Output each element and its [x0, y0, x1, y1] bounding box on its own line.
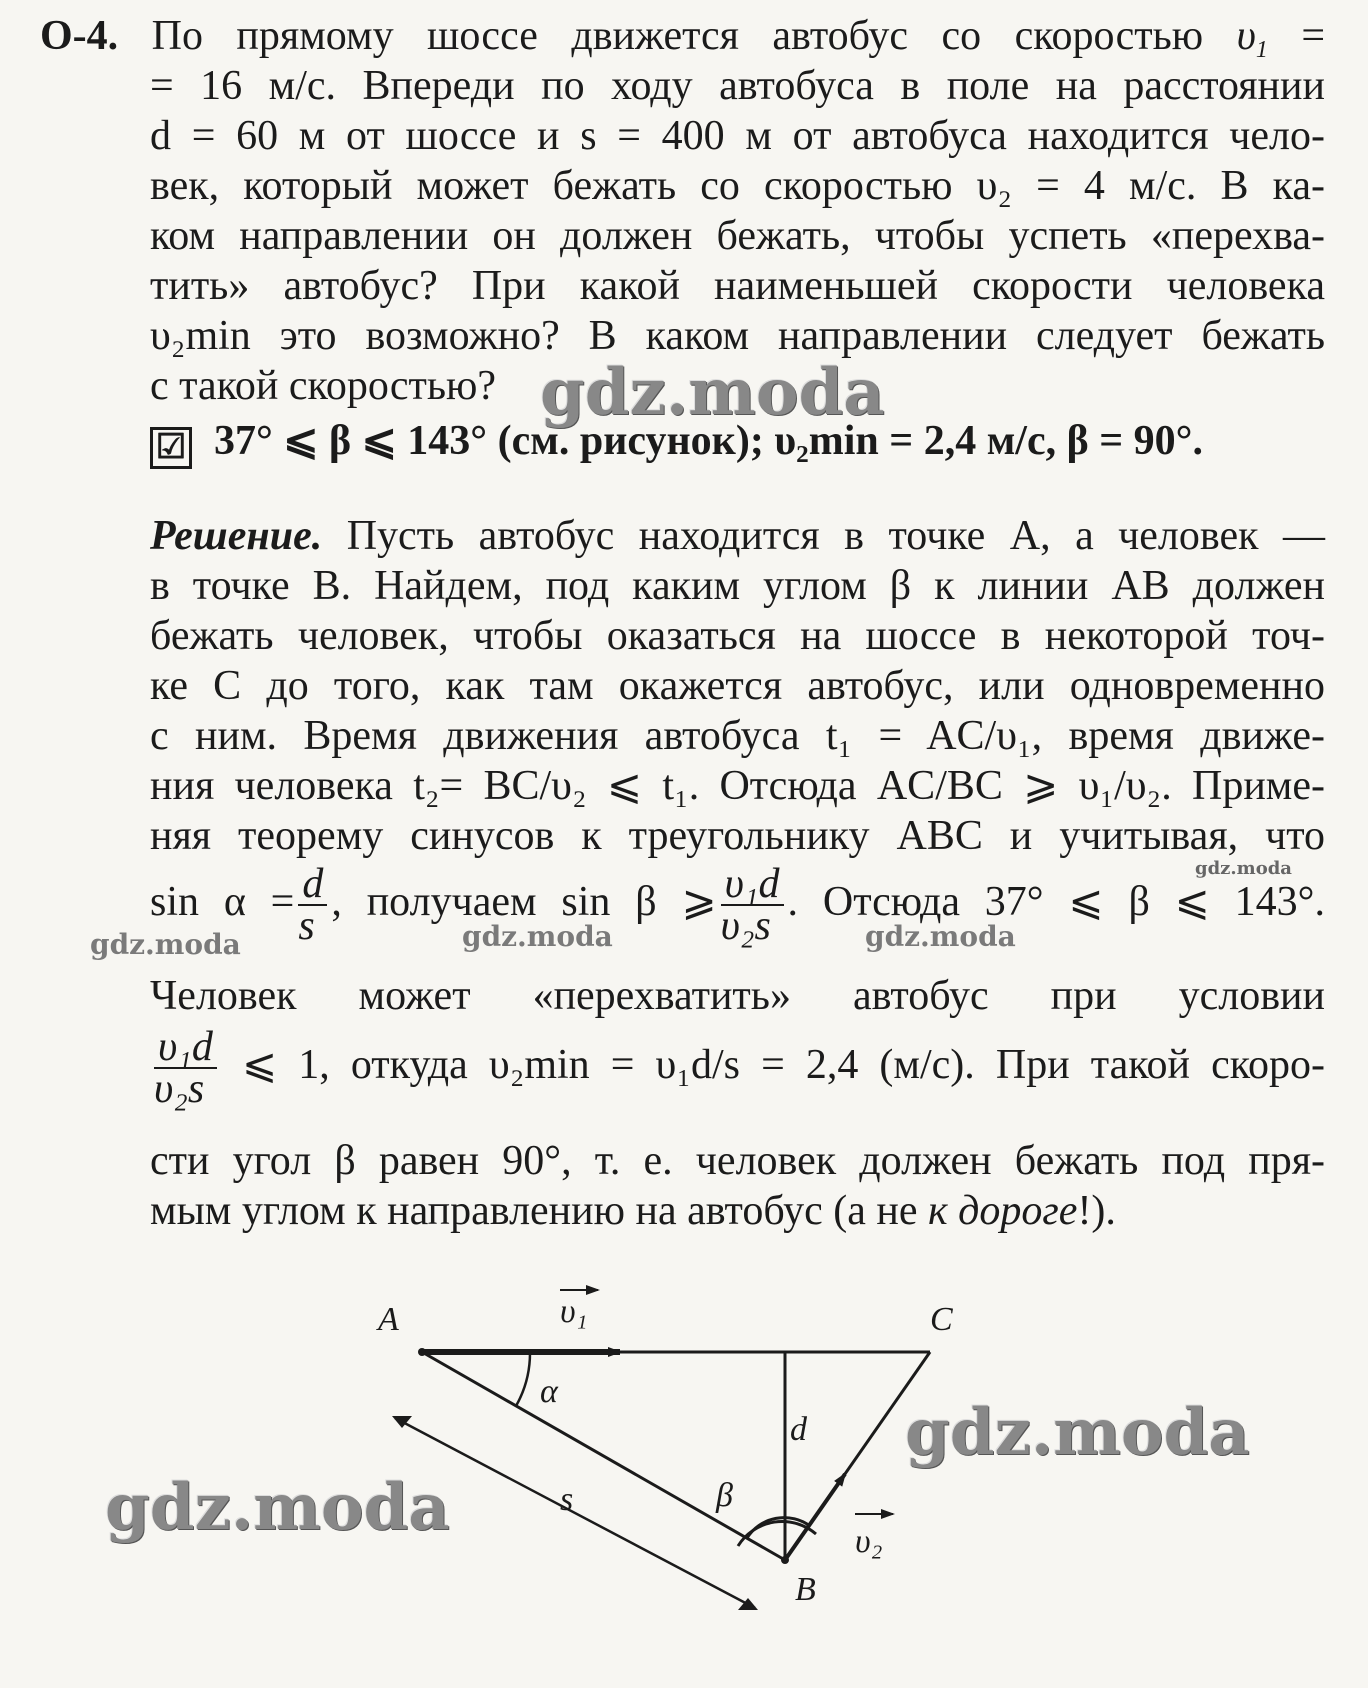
watermark: gdz.moda: [540, 355, 885, 430]
problem-line-1: О-4. По прямому шоссе движется автобус со скоростью $\upsilon_1$ =: [40, 13, 1326, 63]
solution-line-2: в точке B. Найдем, под каким углом β к линии AB должен: [150, 563, 1325, 609]
v1-symbol: $\upsilon_1$: [1236, 13, 1268, 63]
watermark: gdz.moda: [90, 928, 241, 961]
label-beta: β: [716, 1477, 733, 1514]
label-alpha: α: [540, 1373, 558, 1410]
point-b: [781, 1556, 789, 1564]
problem-line-6: тить» автобус? При какой наименьшей скорости человека: [150, 263, 1325, 309]
solution-line-11: сти угол β равен 90°, т. е. человек должен бежать под пря-: [150, 1138, 1325, 1184]
solution-line-8: sin α = $\frac{d}{s}$ , получаем sin β ⩾ $\frac{\text{υ₁d}}{\text{υ₂s}}$ . Отсюда 37° ⩽ β ⩽ 143°.: [150, 861, 1325, 950]
problem-label: О-4.: [40, 13, 119, 59]
label-b: B: [795, 1571, 816, 1608]
fraction-d-over-s: $\frac{d}{s}$: [298, 864, 327, 946]
label-a: A: [378, 1301, 399, 1338]
watermark: gdz.moda: [865, 920, 1016, 953]
solution-line-1: Решение. Пусть автобус находится в точке A, а человек —: [150, 513, 1325, 559]
solution-line-5: с ним. Время движения автобуса t₁ = AC/υ₁, время движе-: [150, 713, 1325, 759]
alpha-arc: [516, 1352, 530, 1406]
fraction-v1d-over-v2s: $\frac{\text{υ₁d}}{\text{υ₂s}}$: [721, 864, 784, 946]
label-d: d: [790, 1411, 807, 1448]
solution-line-3: бежать человек, чтобы оказаться на шоссе в некоторой точ-: [150, 613, 1325, 659]
solution-line-12: мым углом к направлению на автобус (а не к дороге!).: [150, 1188, 1116, 1234]
label-v2: υ₂: [855, 1523, 883, 1560]
problem-line-4: век, который может бежать со скоростью υ₂ = 4 м/с. В ка-: [150, 163, 1325, 209]
watermark: gdz.moda: [1195, 858, 1292, 879]
watermark: gdz.moda: [905, 1395, 1250, 1470]
problem-line-5: ком направлении он должен бежать, чтобы успеть «перехва-: [150, 213, 1325, 259]
label-v1: υ₁: [560, 1293, 588, 1330]
watermark: gdz.moda: [105, 1470, 450, 1545]
solution-line-10: $\frac{\text{υ₁d}}{\text{υ₂s}}$ ⩽ 1, откуда υ₂min = υ₁d/s = 2,4 (м/с). При такой скоро-: [154, 1024, 1325, 1113]
solution-label: Решение.: [150, 513, 323, 559]
solution-line-4: ке C до того, как там окажется автобус, или одновременно: [150, 663, 1325, 709]
problem-text-1: По прямому шоссе движется автобус со скоростью: [151, 13, 1204, 59]
solution-line-9: Человек может «перехватить» автобус при условии: [150, 973, 1325, 1019]
fraction-condition: $\frac{\text{υ₁d}}{\text{υ₂s}}$: [154, 1027, 217, 1109]
point-a: [418, 1348, 426, 1356]
label-s: s: [560, 1481, 574, 1518]
answer-text: 37° ⩽ β ⩽ 143° (см. рисунок); υ₂min = 2,4 м/с, β = 90°.: [214, 418, 1203, 464]
problem-line-7: υ₂min это возможно? В каком направлении следует бежать: [150, 313, 1325, 359]
problem-line-2: = 16 м/с. Впереди по ходу автобуса в поле на расстоянии: [150, 63, 1325, 109]
watermark: gdz.moda: [462, 920, 613, 953]
problem-line-3: d = 60 м от шоссе и s = 400 м от автобуса находится чело-: [150, 113, 1325, 159]
checkmark-icon: ☑: [150, 427, 192, 469]
problem-line-8: с такой скоростью?: [150, 363, 497, 409]
label-c: C: [930, 1301, 953, 1338]
v2-arrow: [785, 1474, 845, 1560]
solution-line-7: няя теорему синусов к треугольнику ABC и учитывая, что: [150, 813, 1325, 859]
solution-line-6: ния человека t₂= BC/υ₂ ⩽ t₁. Отсюда AC/BC ⩾ υ₁/υ₂. Приме-: [150, 763, 1325, 809]
